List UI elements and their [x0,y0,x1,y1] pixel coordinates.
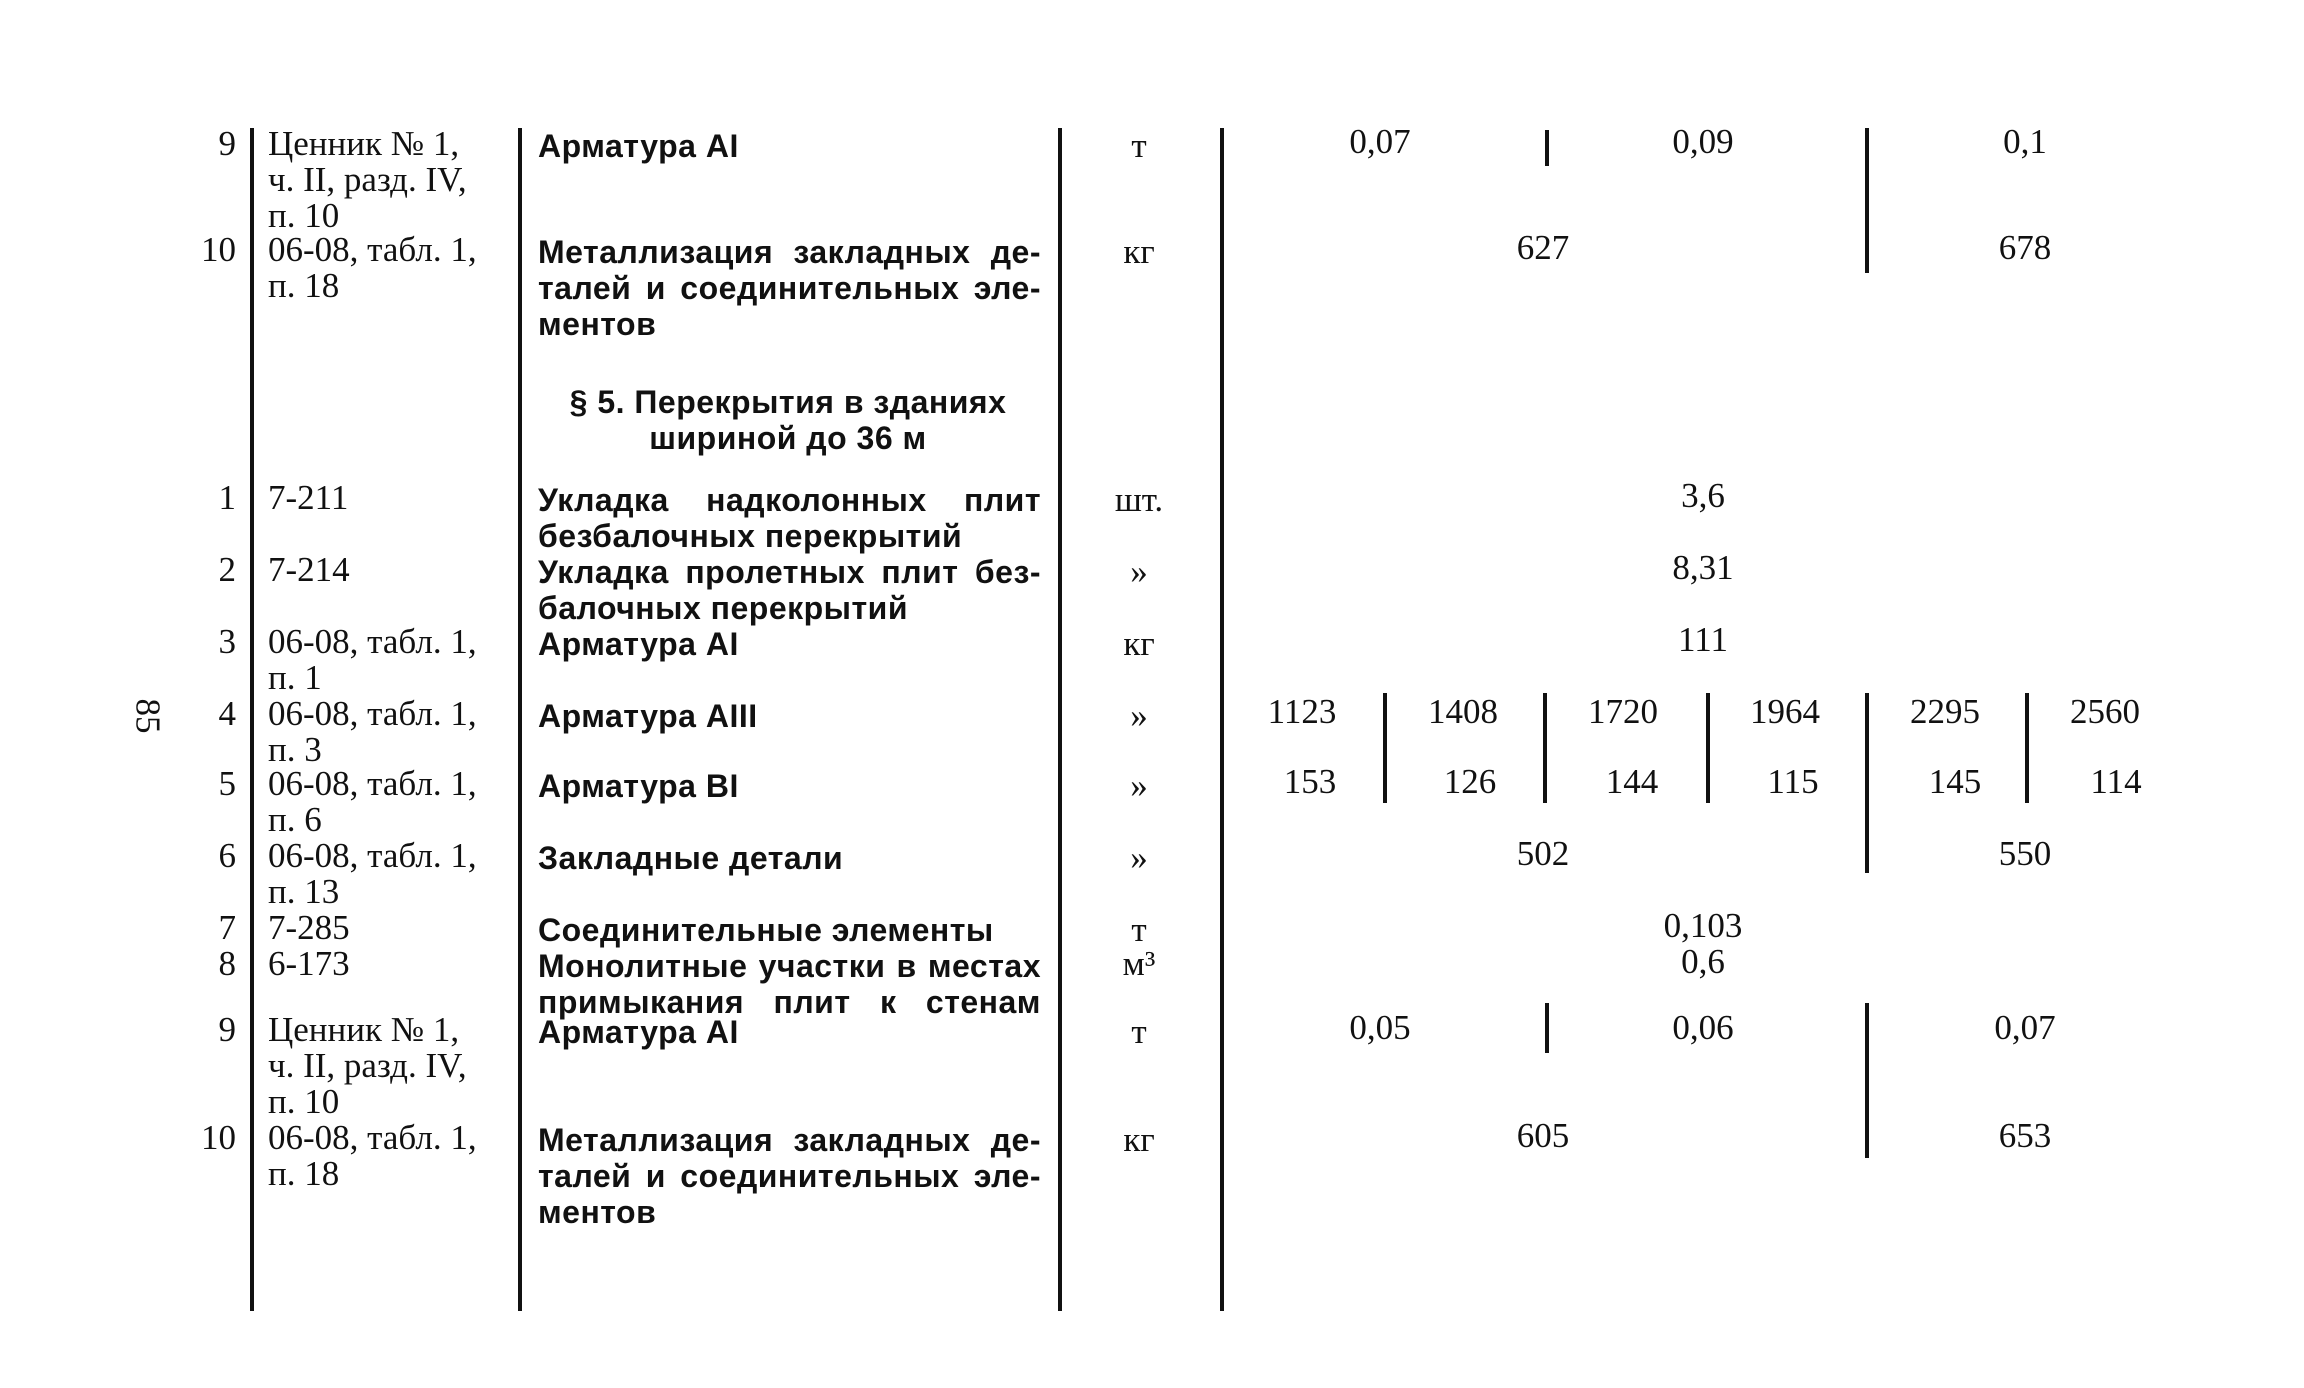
row-reference: 06-08, табл. 1, [268,694,477,733]
name-word: местах [927,948,1041,984]
row-value: 144 [1605,762,1659,801]
row-value: 126 [1443,762,1497,801]
name-word: талей [538,1158,632,1194]
row-name: Арматура AIII [538,698,758,734]
column-rule-ref [518,128,522,1311]
row-reference: 7-214 [268,550,350,589]
row-reference: ч. II, разд. IV, [268,160,467,199]
name-word: примыкания [538,984,745,1020]
row-name [538,1158,1041,1194]
name-word: Металлизация [538,1122,774,1158]
row-value: 1123 [1267,692,1337,731]
name-word: и [645,270,666,306]
name-word: Металлизация [538,234,774,270]
row-value: 605 [1516,1116,1570,1155]
row-reference: 06-08, табл. 1, [268,1118,477,1157]
name-word: соединительных [680,1158,960,1194]
row-unit: » [1130,552,1148,591]
row-value: 2295 [1910,692,1980,731]
row-value: 1720 [1588,692,1658,731]
row-value: 145 [1928,762,1982,801]
row-reference: 06-08, табл. 1, [268,764,477,803]
row-reference: п. 3 [268,730,322,769]
name-word: талей [538,270,632,306]
name-word: к [879,984,897,1020]
value-rule [1706,693,1710,803]
value-rule [1383,693,1387,803]
section-title: шириной до 36 м [649,420,927,456]
row-value: 550 [1998,834,2052,873]
row-reference: п. 6 [268,800,322,839]
row-unit: кг [1123,1120,1155,1159]
row-reference: 06-08, табл. 1, [268,622,477,661]
row-value: 153 [1283,762,1337,801]
name-word: надколонных [706,482,927,518]
name-word: плит [773,984,851,1020]
row-number: 8 [218,944,236,983]
row-reference: ч. II, разд. IV, [268,1046,467,1085]
row-reference: п. 1 [268,658,322,697]
name-word: эле- [973,1158,1041,1194]
value-rule [1865,1003,1869,1158]
row-number: 6 [218,836,236,875]
row-value: 502 [1516,834,1570,873]
row-value: 2560 [2070,692,2140,731]
row-name: Соединительные элементы [538,912,994,948]
row-name [538,234,1041,270]
row-unit: » [1130,838,1148,877]
name-word: закладных [793,234,971,270]
row-value: 114 [2090,762,2142,801]
row-number: 4 [218,694,236,733]
name-word: без- [974,554,1041,590]
row-name [538,948,1041,984]
row-value: 0,6 [1681,942,1725,981]
name-word: и [645,1158,666,1194]
row-unit: » [1130,766,1148,805]
row-value: 627 [1516,228,1570,267]
value-rule [2025,693,2029,803]
row-value: 0,05 [1349,1008,1411,1047]
row-name [538,554,1041,590]
row-name: балочных перекрытий [538,590,909,626]
column-rule-num [250,128,254,1311]
row-name [538,482,1041,518]
row-number: 9 [218,1010,236,1049]
row-reference: п. 18 [268,266,340,305]
row-reference: п. 10 [268,196,340,235]
name-word: стенам [925,984,1041,1020]
name-word: Укладка [538,554,669,590]
row-value: 0,06 [1672,1008,1734,1047]
name-word: пролетных [685,554,865,590]
row-unit: т [1131,1012,1147,1051]
name-word: Укладка [538,482,669,518]
row-value: 115 [1767,762,1819,801]
row-name: Арматура BI [538,768,739,804]
name-word: де- [990,234,1041,270]
row-value: 0,07 [1349,122,1411,161]
row-reference: п. 10 [268,1082,340,1121]
row-reference: Ценник № 1, [268,124,460,163]
value-rule [1865,693,1869,873]
row-number: 3 [218,622,236,661]
row-number: 9 [218,124,236,163]
row-name: Закладные детали [538,840,844,876]
row-value: 0,1 [2003,122,2047,161]
row-name [538,270,1041,306]
row-value: 0,103 [1663,906,1743,945]
row-name: ментов [538,1194,657,1230]
row-reference: 7-211 [268,478,349,517]
value-rule [1543,693,1547,803]
row-value: 0,07 [1994,1008,2056,1047]
name-word: участки [758,948,886,984]
row-name: безбалочных перекрытий [538,518,963,554]
row-number: 5 [218,764,236,803]
row-unit: » [1130,696,1148,735]
name-word: плит [881,554,959,590]
value-rule [1545,1003,1549,1053]
name-word: плит [963,482,1041,518]
row-unit: т [1131,126,1147,165]
name-word: де- [990,1122,1041,1158]
row-value: 3,6 [1681,476,1725,515]
value-rule [1865,128,1869,273]
row-name [538,1122,1041,1158]
section-title: § 5. Перекрытия в зданиях [569,384,1007,420]
row-name: Арматура AI [538,128,739,164]
row-value: 678 [1998,228,2052,267]
row-number: 7 [218,908,236,947]
column-rule-unit [1220,128,1224,1311]
row-unit: кг [1123,624,1155,663]
value-rule [1545,130,1549,166]
row-reference: Ценник № 1, [268,1010,460,1049]
row-reference: п. 18 [268,1154,340,1193]
row-reference: 06-08, табл. 1, [268,836,477,875]
row-unit: м³ [1122,944,1156,983]
row-number: 1 [218,478,236,517]
row-value: 0,09 [1672,122,1734,161]
column-rule-name [1058,128,1062,1311]
row-value: 653 [1998,1116,2052,1155]
name-word: в [896,948,917,984]
page-number: 85 [128,698,168,734]
row-value: 8,31 [1672,548,1734,587]
row-reference: 7-285 [268,908,350,947]
row-name: Арматура AI [538,1014,739,1050]
row-number: 10 [201,230,236,269]
row-reference: 6-173 [268,944,350,983]
name-word: Монолитные [538,948,748,984]
name-word: эле- [973,270,1041,306]
row-reference: п. 13 [268,872,340,911]
row-number: 2 [218,550,236,589]
row-unit: т [1131,910,1147,949]
row-name: Арматура AI [538,626,739,662]
row-unit: шт. [1114,480,1164,519]
row-value: 1964 [1750,692,1820,731]
row-number: 10 [201,1118,236,1157]
row-name: ментов [538,306,657,342]
row-reference: 06-08, табл. 1, [268,230,477,269]
row-unit: кг [1123,232,1155,271]
row-value: 111 [1678,620,1728,659]
row-value: 1408 [1428,692,1498,731]
name-word: соединительных [680,270,960,306]
name-word: закладных [793,1122,971,1158]
